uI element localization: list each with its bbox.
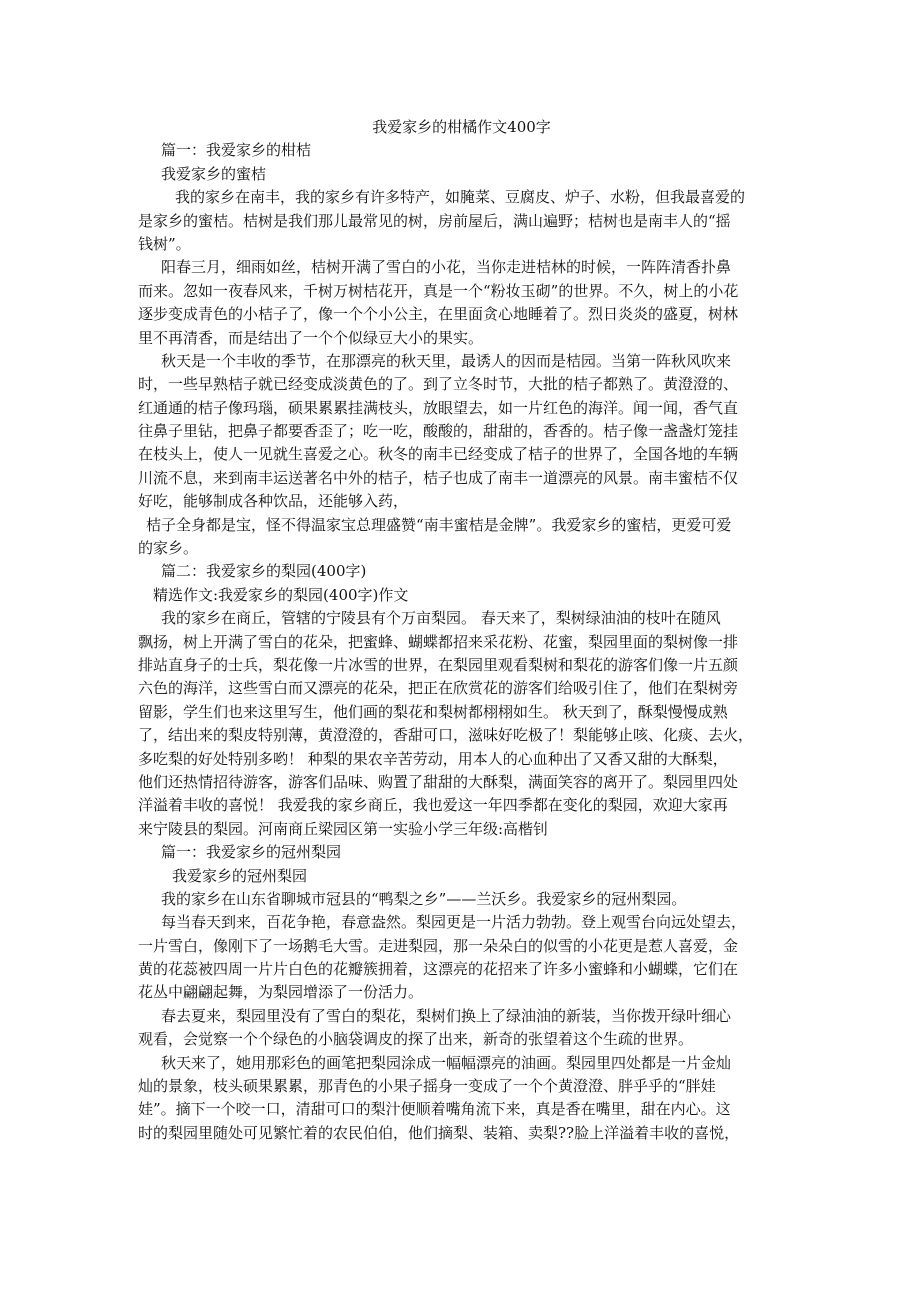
- paragraph-line: 六色的海洋，这些雪白而又漂亮的花朵，把正在欣赏花的游客们给吸引住了，他们在梨树旁: [138, 679, 739, 698]
- paragraph-line: 黄的花蕊被四周一片片白色的花瓣簇拥着，这漂亮的花招来了许多小蜜蜂和小蝴蝶，它们在: [138, 960, 739, 979]
- paragraph-line: 红通通的桔子像玛瑙，硕果累累挂满枝头，放眼望去，如一片红色的海洋。闻一闻，香气直: [138, 398, 739, 417]
- section-heading: 篇一：我爱家乡的柑桔: [161, 141, 312, 160]
- paragraph-line: 的家乡。: [138, 539, 199, 558]
- section-heading: 篇一：我爱家乡的冠州梨园: [161, 843, 342, 862]
- paragraph-line: 是家乡的蜜桔。桔树是我们那儿最常见的树，房前屋后，满山遍野；桔树也是南丰人的“摇: [138, 211, 731, 230]
- article-title: 精选作文:我爱家乡的梨园(400字)作文: [153, 585, 409, 604]
- paragraph-line: 每当春天到来，百花争艳，春意盎然。梨园更是一片活力勃勃。登上观雪台向远处望去，: [161, 913, 747, 932]
- article-title: 我爱家乡的冠州梨园: [172, 866, 308, 885]
- paragraph-line: 排站直身子的士兵，梨花像一片冰雪的世界，在梨园里观看梨树和梨花的游客们像一片五颜: [138, 655, 739, 674]
- paragraph-line: 多吃梨的好处特别多哟！ 种梨的果农辛苦劳动，用本人的心血种出了又香又甜的大酥梨，: [138, 749, 728, 768]
- paragraph-line: 川流不息，来到南丰运送著名中外的桔子，桔子也成了南丰一道漂亮的风景。南丰蜜桔不仅: [138, 468, 739, 487]
- paragraph-line: 他们还热情招待游客，游客们品味、购置了甜甜的大酥梨，满面笑容的离开了。梨园里四处: [138, 772, 739, 791]
- paragraph-line: 我的家乡在南丰，我的家乡有许多特产，如腌菜、豆腐皮、炉子、水粉，但我最喜爱的: [175, 188, 746, 207]
- paragraph-line: 时，一些早熟桔子就已经变成淡黄色的了。到了立冬时节，大批的桔子都熟了。黄澄澄的、: [138, 375, 739, 394]
- paragraph-line: 我的家乡在商丘，管辖的宁陵县有个万亩梨园。 春天来了，梨树绿油油的枝叶在随风: [161, 609, 721, 628]
- section-heading: 篇二：我爱家乡的梨园(400字): [161, 562, 367, 581]
- article-title: 我爱家乡的蜜桔: [161, 164, 267, 183]
- paragraph-line: 阳春三月，细雨如丝，桔树开满了雪白的小花，当你走进桔林的时候，一阵阵清香扑鼻: [161, 258, 732, 277]
- paragraph-line: 了，结出来的梨皮特别薄，黄澄澄的，香甜可口，滋味好吃极了！梨能够止咳、化痰、去火，: [138, 726, 754, 745]
- document-title: 我爱家乡的柑橘作文400字: [372, 118, 551, 136]
- paragraph-line: 逐步变成青色的小桔子了，像一个个小公主，在里面贪心地睡着了。烈日炎炎的盛夏，树林: [138, 305, 739, 324]
- paragraph-line: 娃”。摘下一个咬一口，清甜可口的梨汁便顺着嘴角流下来，真是香在嘴里，甜在内心。这: [138, 1100, 731, 1119]
- document-page: [138, 116, 785, 1145]
- paragraph-line: 我的家乡在山东省聊城市冠县的“鸭梨之乡”——兰沃乡。我爱家乡的冠州梨园。: [161, 889, 687, 908]
- paragraph-line: 而来。忽如一夜春风来，千树万树桔花开，真是一个“粉妆玉砌”的世界。不久，树上的小花: [138, 281, 739, 300]
- paragraph-line: 花丛中翩翩起舞，为梨园增添了一份活力。: [138, 983, 424, 1002]
- paragraph-line: 一片雪白，像刚下了一场鹅毛大雪。走进梨园，那一朵朵白的似雪的小花更是惹人喜爱，金: [138, 936, 739, 955]
- paragraph-line: 桔子全身都是宝，怪不得温家宝总理盛赞“南丰蜜桔是金牌”。我爱家乡的蜜桔，更爱可爱: [146, 515, 732, 534]
- paragraph-line: 飘扬，树上开满了雪白的花朵，把蜜蜂、蝴蝶都招来采花粉、花蜜，梨园里面的梨树像一排: [138, 632, 739, 651]
- paragraph-line: 春去夏来，梨园里没有了雪白的梨花，梨树们换上了绿油油的新装，当你拨开绿叶细心: [161, 1006, 732, 1025]
- paragraph-line: 观看，会觉察一个个绿色的小脑袋调皮的探了出来，新奇的张望着这个生疏的世界。: [138, 1030, 694, 1049]
- paragraph-line: 洋溢着丰收的喜悦！ 我爱我的家乡商丘，我也爱这一年四季都在变化的梨园，欢迎大家再: [138, 796, 728, 815]
- paragraph-line: 好吃，能够制成各种饮品，还能够入药，: [138, 492, 409, 511]
- paragraph-line: 往鼻子里钻，把鼻子都要香歪了；吃一吃，酸酸的，甜甜的，香香的。桔子像一盏盏灯笼挂: [138, 422, 739, 441]
- paragraph-line: 秋天来了，她用那彩色的画笔把梨园涂成一幅幅漂亮的油画。梨园里四处都是一片金灿: [161, 1053, 732, 1072]
- paragraph-line: 秋天是一个丰收的季节，在那漂亮的秋天里，最诱人的因而是桔园。当第一阵秋风吹来: [161, 351, 732, 370]
- paragraph-line: 在枝头上，使人一见就生喜爱之心。秋冬的南丰已经变成了桔子的世界了，全国各地的车辆: [138, 445, 739, 464]
- paragraph-line: 留影，学生们也来这里写生，他们画的梨花和梨树都栩栩如生。 秋天到了，酥梨慢慢成熟: [138, 702, 728, 721]
- paragraph-line: 时的梨园里随处可见繁忙着的农民伯伯，他们摘梨、装箱、卖梨??脸上洋溢着丰收的喜悦，: [138, 1123, 740, 1142]
- paragraph-line: 钱树”。: [138, 234, 191, 253]
- paragraph-line: 里不再清香，而是结出了一个个似绿豆大小的果实。: [138, 328, 484, 347]
- paragraph-line: 来宁陵县的梨园。河南商丘梁园区第一实验小学三年级:高楷钊: [138, 819, 549, 838]
- paragraph-line: 灿的景象，枝头硕果累累，那青色的小果子摇身一变成了一个个黄澄澄、胖乎乎的“胖娃: [138, 1077, 716, 1096]
